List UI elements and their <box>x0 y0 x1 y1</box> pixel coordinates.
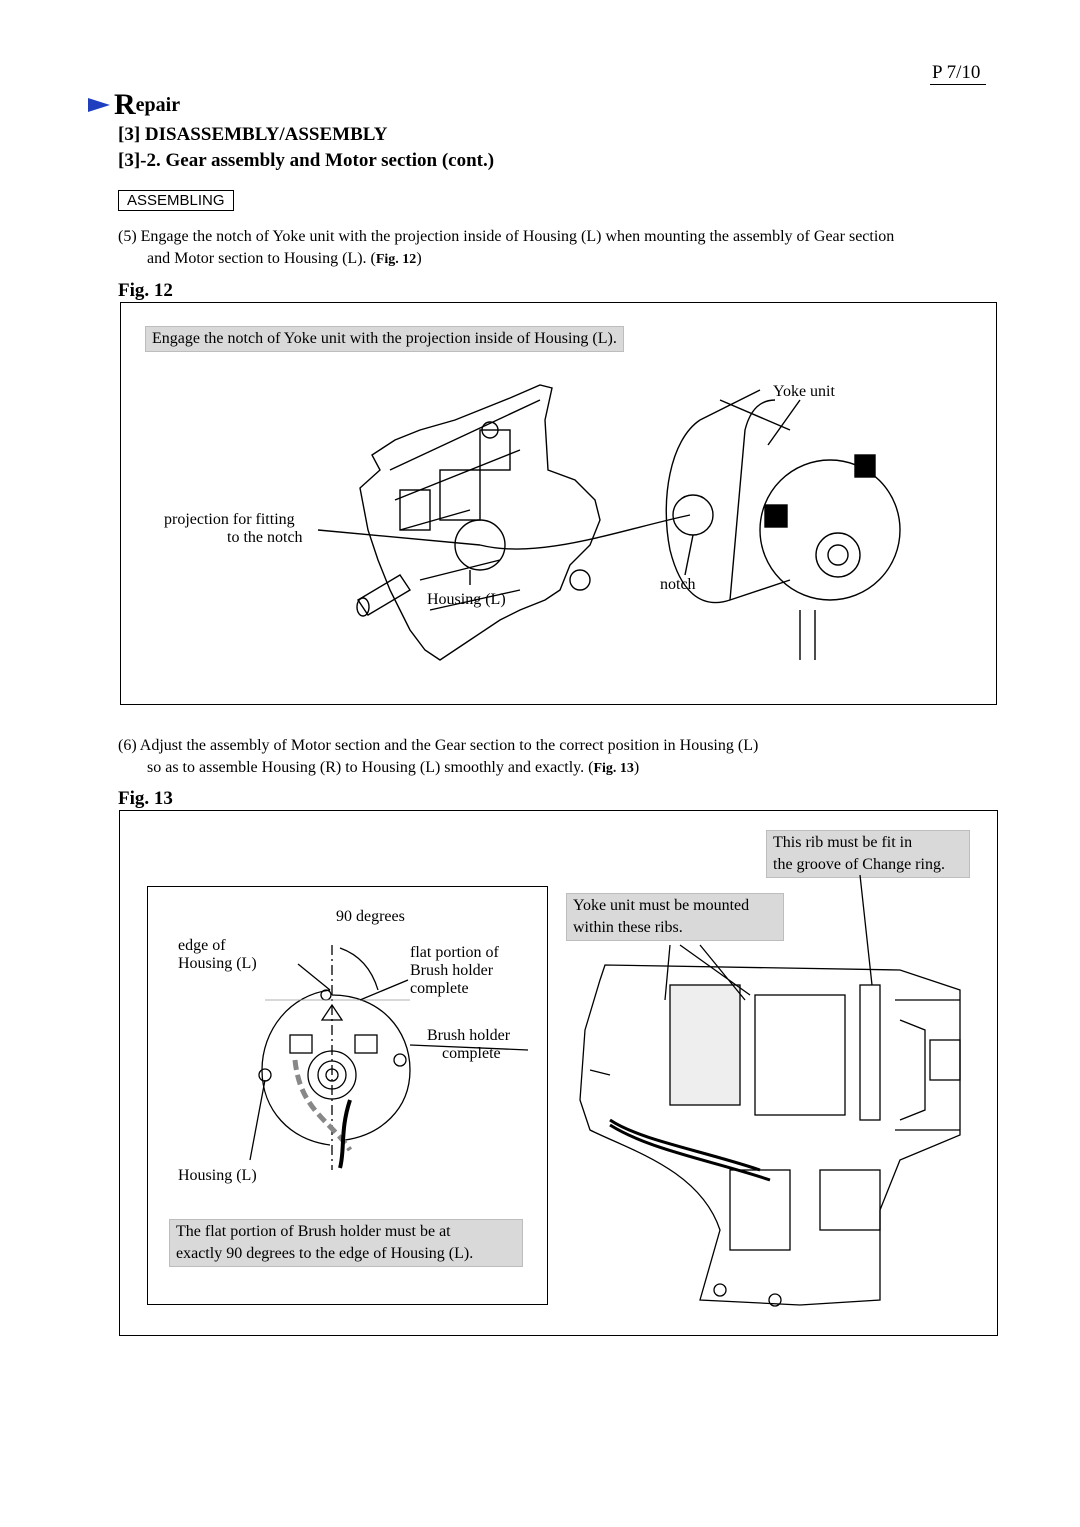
step6-fig-ref: Fig. 13 <box>593 761 634 776</box>
flat-portion-line2: Brush holder <box>410 962 494 979</box>
drill-housing-shape <box>580 965 960 1305</box>
page-number: P 7/10 <box>930 62 986 85</box>
step6-close: ) <box>633 759 640 776</box>
section-rest: epair <box>135 94 181 116</box>
notch-label: notch <box>660 576 696 593</box>
brush-holder-caption-line2: exactly 90 degrees to the edge of Housing (L). <box>176 1245 474 1262</box>
brush-holder-caption-line1: The flat portion of Brush holder must be at <box>176 1223 451 1240</box>
yoke-unit-label: Yoke unit <box>773 383 835 400</box>
edge-label-line2: Housing (L) <box>178 955 257 972</box>
assembling-tag: ASSEMBLING <box>118 190 234 211</box>
projection-label-line1: projection for fitting <box>164 511 295 528</box>
step6-line1: (6) Adjust the assembly of Motor section and the Gear section to the correct position in Housing (L) <box>118 737 759 754</box>
fig12-title: Fig. 12 <box>118 280 173 301</box>
section-initial: R <box>114 88 136 121</box>
step5-text: and Motor section to Housing (L). ( <box>147 250 376 267</box>
step5-fig-ref: Fig. 12 <box>375 252 417 267</box>
brush-holder-line2: complete <box>442 1045 501 1062</box>
projection-label-line2: to the notch <box>227 529 303 546</box>
fig12-caption: Engage the notch of Yoke unit with the projection inside of Housing (L). <box>145 326 624 352</box>
rib-caption-line1: This rib must be fit in <box>773 834 913 851</box>
step6-text: so as to assemble Housing (R) to Housing (L) smoothly and exactly. ( <box>147 759 594 776</box>
chapter-title: [3] DISASSEMBLY/ASSEMBLY <box>118 124 388 145</box>
edge-label-line1: edge of <box>178 937 226 954</box>
subsection-title: [3]-2. Gear assembly and Motor section (cont.) <box>118 150 495 171</box>
housing-l-label-2: Housing (L) <box>178 1167 257 1184</box>
step5-line1: (5) Engage the notch of Yoke unit with the projection inside of Housing (L) when mounting the assembly of Gear section <box>118 228 895 245</box>
rib-caption-line2: the groove of Change ring. <box>773 856 945 873</box>
step5-close: ) <box>416 250 422 267</box>
brush-holder-caption <box>169 1219 523 1267</box>
flat-portion-line1: flat portion of <box>410 944 499 961</box>
flat-portion-line3: complete <box>410 980 469 997</box>
yoke-caption-line2: within these ribs. <box>573 919 683 936</box>
brush-holder-line1: Brush holder <box>427 1027 511 1044</box>
fig13-title: Fig. 13 <box>118 788 173 809</box>
housing-l-label: Housing (L) <box>427 591 506 608</box>
degrees-label: 90 degrees <box>336 908 405 925</box>
yoke-caption-line1: Yoke unit must be mounted <box>573 897 750 914</box>
